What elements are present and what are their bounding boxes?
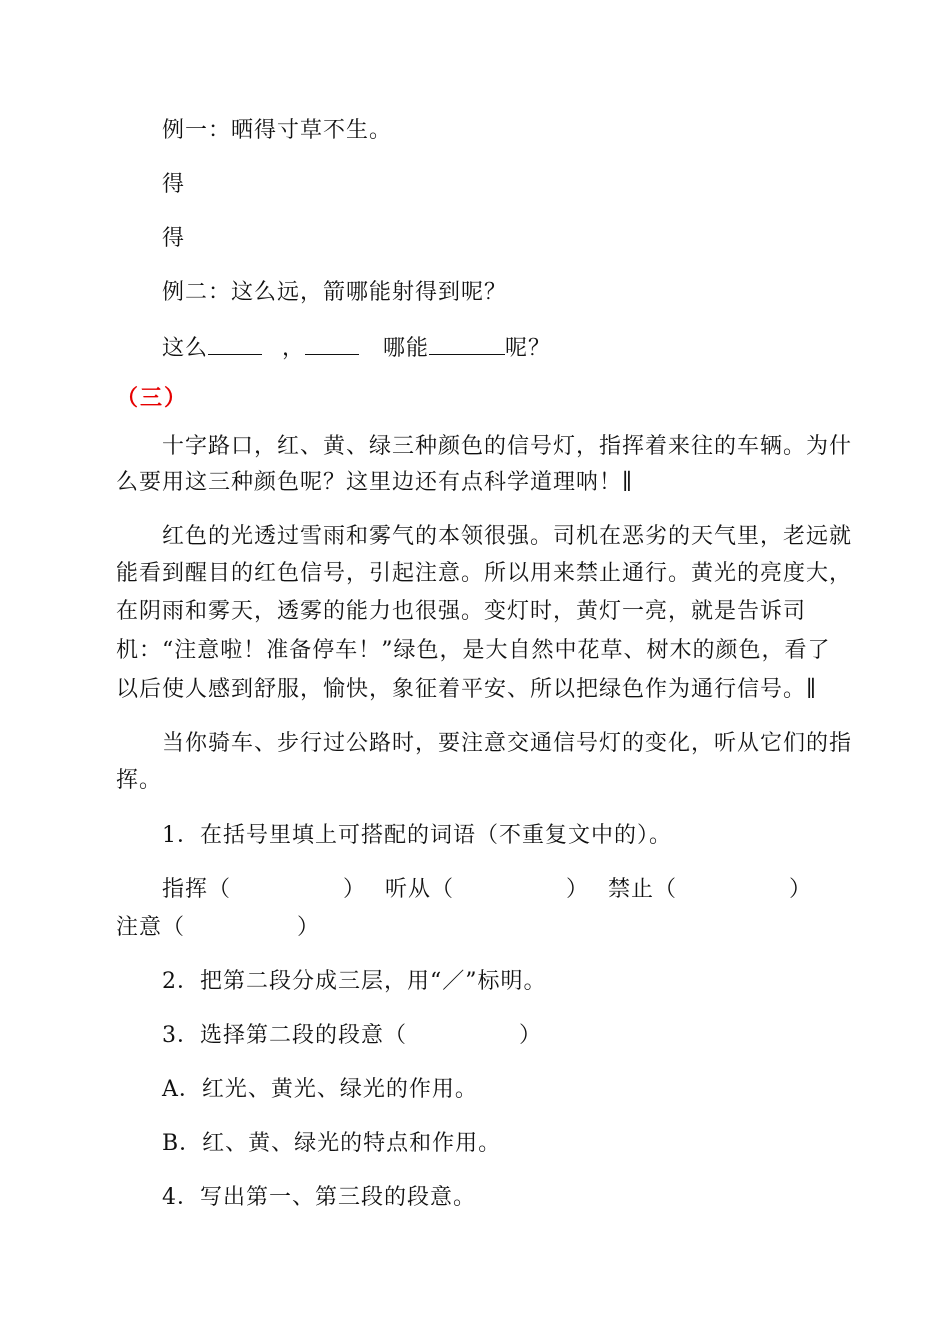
pattern-mid: 哪能 [383,336,430,361]
q1-item-prohibit: 禁止（ ） [608,877,813,902]
passage-p1-line-1: 十字路口，红、黄、绿三种颜色的信号灯，指挥着来往的车辆。为什 [162,434,853,459]
q1-item-attention: 注意（ ） [116,915,321,940]
example-de-line-2: 得 [162,226,186,251]
option-b: B．红、黄、绿光的特点和作用。 [162,1131,502,1156]
option-a: A．红光、黄光、绿光的作用。 [162,1077,478,1102]
question-3: 3．选择第二段的段意（ ） [162,1023,543,1048]
sentence-pattern-line [162,332,551,364]
passage-p2-line-4: 机：“注意啦！准备停车！”绿色，是大自然中花草、树木的颜色，看了 [116,638,831,663]
section-heading: （三） [116,386,189,411]
blank-2[interactable] [305,332,359,355]
question-2: 2．把第二段分成三层，用“／”标明。 [162,969,547,994]
blank-3[interactable] [429,332,505,355]
q1-item-command: 指挥（ ） [162,877,367,902]
q1-item-obey: 听从（ ） [385,877,590,902]
passage-p2-line-2: 能看到醒目的红色信号，引起注意。所以用来禁止通行。黄光的亮度大， [116,561,853,586]
passage-p2-line-1: 红色的光透过雪雨和雾气的本领很强。司机在恶劣的天气里，老远就 [162,524,853,549]
pattern-prefix: 这么 [162,336,209,361]
passage-p1-line-2: 么要用这三种颜色呢？这里边还有点科学道理呐！∥ [116,470,634,495]
passage-p2-line-3: 在阴雨和雾天，透雾的能力也很强。变灯时，黄灯一亮，就是告诉司 [116,599,807,624]
example-de-line-1: 得 [162,172,186,197]
question-4: 4．写出第一、第三段的段意。 [162,1185,476,1210]
example-two: 例二：这么远，箭哪能射得到呢？ [162,280,508,305]
example-one: 例一：晒得寸草不生。 [162,118,393,143]
question-1: 1．在括号里填上可搭配的词语（不重复文中的）。 [162,823,672,848]
blank-1[interactable] [208,332,262,355]
passage-p2-line-5: 以后使人感到舒服，愉快，象征着平安、所以把绿色作为通行信号。∥ [116,677,818,702]
passage-p3-line-2: 挥。 [116,768,163,793]
passage-p3-line-1: 当你骑车、步行过公路时，要注意交通信号灯的变化，听从它们的指 [162,731,853,756]
pattern-end: 呢？ [505,336,552,361]
pattern-comma: ， [282,336,306,361]
